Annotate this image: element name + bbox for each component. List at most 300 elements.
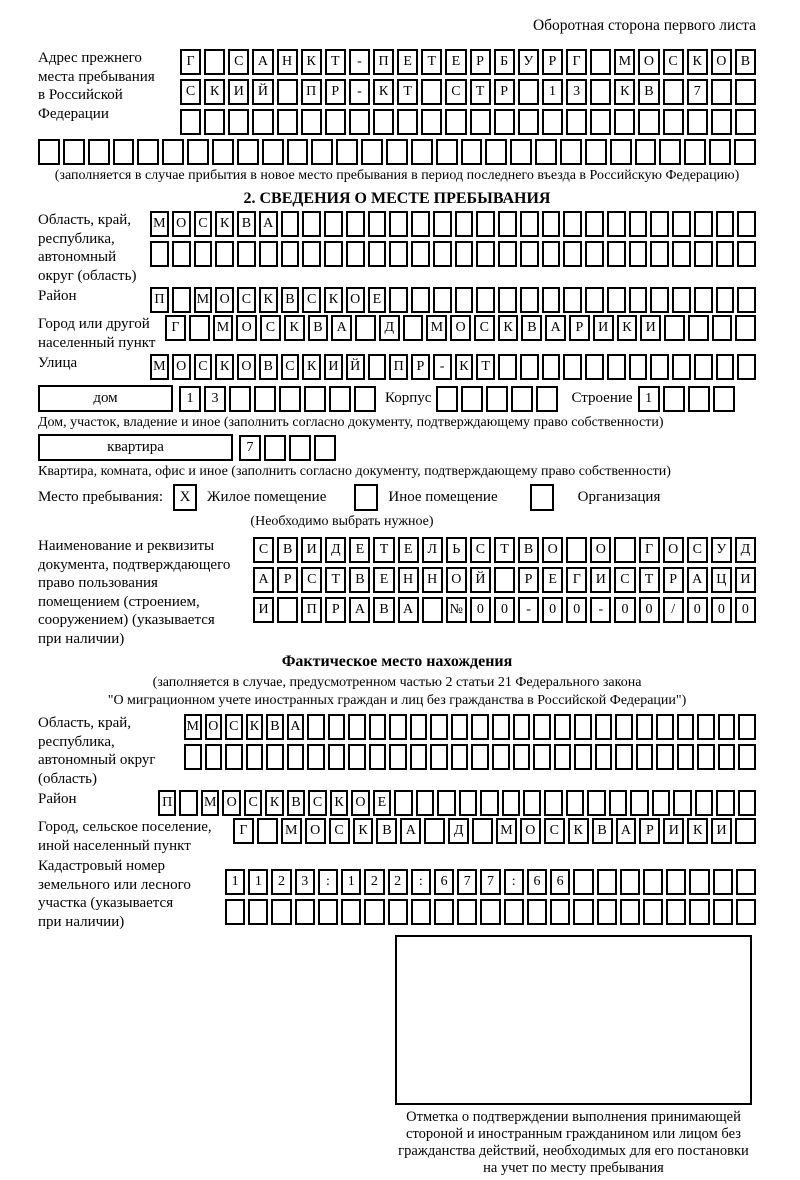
char-cell: Е <box>373 567 394 593</box>
char-cell: О <box>351 790 369 816</box>
char-cell <box>422 597 443 623</box>
char-cell <box>336 139 358 165</box>
char-cell: К <box>614 79 635 105</box>
char-cell <box>492 714 510 740</box>
char-cell: Р <box>277 567 298 593</box>
char-cell <box>609 790 627 816</box>
label-line: места пребывания <box>38 68 155 85</box>
char-cell <box>162 139 184 165</box>
char-cell: И <box>735 567 756 593</box>
char-cell <box>694 241 713 267</box>
char-cell <box>735 109 756 135</box>
char-cell-row <box>436 386 561 412</box>
char-cell <box>480 790 498 816</box>
char-cell <box>411 287 430 313</box>
char-cell <box>314 435 336 461</box>
char-cell <box>389 744 407 770</box>
char-cell <box>607 211 626 237</box>
char-cell: Т <box>494 537 515 563</box>
char-cell: С <box>237 287 256 313</box>
char-cell: 3 <box>295 869 315 895</box>
char-cell <box>476 211 495 237</box>
char-cell: О <box>305 818 326 844</box>
house-type-box: дом <box>38 385 173 412</box>
char-cell: Г <box>639 537 660 563</box>
char-cell <box>476 241 495 267</box>
char-cell: А <box>616 818 637 844</box>
char-cell <box>471 744 489 770</box>
char-cell <box>277 109 298 135</box>
char-cell: Г <box>233 818 254 844</box>
char-cell: Е <box>445 49 466 75</box>
char-cell: А <box>287 714 305 740</box>
char-cell <box>180 109 201 135</box>
char-cell <box>389 714 407 740</box>
char-cell <box>252 109 273 135</box>
char-cell: О <box>215 287 234 313</box>
char-cell <box>672 211 691 237</box>
char-cell: Д <box>448 818 469 844</box>
char-cell <box>455 211 474 237</box>
char-cell <box>716 287 735 313</box>
char-cell <box>672 287 691 313</box>
char-cell-row <box>253 537 756 563</box>
label-line: участка (указывается <box>38 895 174 911</box>
factual-heading: Фактическое место нахождения <box>281 653 513 670</box>
char-cell: 1 <box>542 79 563 105</box>
char-cell <box>348 744 366 770</box>
char-cell <box>663 386 685 412</box>
char-cell: В <box>281 287 300 313</box>
char-cell-row <box>233 818 756 844</box>
char-cell <box>566 790 584 816</box>
char-cell: 0 <box>494 597 515 623</box>
char-cell: 1 <box>225 869 245 895</box>
char-cell: Р <box>411 354 430 380</box>
char-cell: М <box>150 354 169 380</box>
char-cell <box>689 869 709 895</box>
char-cell <box>735 315 756 341</box>
char-cell: 7 <box>687 79 708 105</box>
char-cell <box>630 790 648 816</box>
char-cell: М <box>281 818 302 844</box>
char-cell: 6 <box>550 869 570 895</box>
char-cell <box>697 744 715 770</box>
char-cell: О <box>542 537 563 563</box>
char-cell <box>663 109 684 135</box>
char-cell: Г <box>566 49 587 75</box>
char-cell <box>416 790 434 816</box>
char-cell <box>737 287 756 313</box>
char-cell <box>281 241 300 267</box>
char-cell <box>410 714 428 740</box>
label-line: иной населенный пункт <box>38 837 191 854</box>
char-cell <box>554 744 572 770</box>
char-cell <box>629 354 648 380</box>
char-cell <box>287 744 305 770</box>
section2-heading: 2. СВЕДЕНИЯ О МЕСТЕ ПРЕБЫВАНИЯ <box>243 190 551 207</box>
char-cell-row <box>253 567 756 593</box>
char-cell-row <box>239 435 339 461</box>
option-other-premises-label: Иное помещение <box>388 489 498 505</box>
char-cell: П <box>301 597 322 623</box>
label-line: сооружением) (указывается <box>38 612 215 628</box>
place-type-row <box>38 484 756 511</box>
char-cell: Д <box>325 537 346 563</box>
char-cell: Ь <box>446 537 467 563</box>
char-cell <box>735 79 756 105</box>
char-cell: Е <box>398 537 419 563</box>
char-cell <box>461 386 483 412</box>
char-cell <box>629 211 648 237</box>
char-cell: С <box>614 567 635 593</box>
char-cell: Н <box>422 567 443 593</box>
char-cell-row <box>150 211 756 237</box>
char-cell <box>459 790 477 816</box>
char-cell <box>494 567 515 593</box>
label-line: при наличии) <box>38 630 125 647</box>
char-cell: К <box>353 818 374 844</box>
label-line: Район <box>38 791 77 807</box>
char-cell <box>711 79 732 105</box>
char-cell-row <box>180 109 756 135</box>
char-cell: К <box>259 287 278 313</box>
char-cell: Г <box>165 315 186 341</box>
char-cell <box>737 241 756 267</box>
char-cell <box>663 79 684 105</box>
label-line: республика, <box>38 733 115 750</box>
char-cell <box>302 211 321 237</box>
previous-address-note: (заполняется в случае прибытия в новое место пребывания в период последнего въезда в Российскую Федерацию) <box>54 168 740 183</box>
factual-region-label <box>38 714 184 788</box>
char-cell: М <box>194 287 213 313</box>
char-cell <box>179 790 197 816</box>
char-cell <box>492 744 510 770</box>
char-cell <box>520 241 539 267</box>
char-cell <box>389 241 408 267</box>
factual-city-label <box>38 818 233 855</box>
char-cell <box>246 744 264 770</box>
label-line: Кадастровый номер <box>38 858 165 874</box>
char-cell-row <box>38 139 756 165</box>
caption-line: гражданства действий, необходимых для его постановки <box>398 1143 749 1159</box>
char-cell <box>304 386 326 412</box>
char-cell: А <box>252 49 273 75</box>
char-cell: С <box>180 79 201 105</box>
char-cell <box>716 790 734 816</box>
char-cell <box>451 714 469 740</box>
char-cell: О <box>172 354 191 380</box>
label-line: земельного или лесного <box>38 876 191 893</box>
char-cell: 0 <box>566 597 587 623</box>
char-cell: К <box>687 49 708 75</box>
char-cell <box>248 899 268 925</box>
char-cell: 0 <box>711 597 732 623</box>
place-type-note: (Необходимо выбрать нужное) <box>250 514 434 529</box>
char-cell <box>257 818 278 844</box>
label-line: при наличии) <box>38 913 125 930</box>
char-cell <box>436 386 458 412</box>
char-cell: И <box>228 79 249 105</box>
char-cell <box>585 241 604 267</box>
char-cell: К <box>215 354 234 380</box>
char-cell: О <box>205 714 223 740</box>
char-cell <box>736 899 756 925</box>
char-cell <box>137 139 159 165</box>
char-cell: 0 <box>735 597 756 623</box>
char-cell <box>656 714 674 740</box>
char-cell <box>433 287 452 313</box>
char-cell: Т <box>373 537 394 563</box>
char-cell: Т <box>325 567 346 593</box>
char-cell: К <box>498 315 519 341</box>
char-cell <box>595 744 613 770</box>
char-cell <box>277 597 298 623</box>
char-cell <box>610 139 632 165</box>
char-cell <box>368 354 387 380</box>
label-line: автономный округ <box>38 752 156 768</box>
char-cell <box>573 869 593 895</box>
char-cell <box>311 139 333 165</box>
label-line: населенный пункт <box>38 334 156 351</box>
char-cell <box>713 386 735 412</box>
char-cell: К <box>373 79 394 105</box>
field-district <box>38 287 756 313</box>
char-cell <box>389 211 408 237</box>
char-cell <box>518 109 539 135</box>
char-cell <box>277 79 298 105</box>
char-cell <box>480 899 500 925</box>
char-cell <box>566 109 587 135</box>
char-cell: В <box>521 315 542 341</box>
char-cell <box>430 744 448 770</box>
caption-line: Отметка о подтверждении выполнения принимающей <box>406 1109 741 1125</box>
char-cell: М <box>150 211 169 237</box>
char-cell: Н <box>398 567 419 593</box>
char-cell <box>718 714 736 740</box>
char-cell-row <box>225 899 756 925</box>
label-line: округ (область) <box>38 267 137 284</box>
char-cell: С <box>244 790 262 816</box>
char-cell: И <box>593 315 614 341</box>
char-cell <box>635 139 657 165</box>
char-cell-row <box>225 869 756 895</box>
char-cell: А <box>687 567 708 593</box>
char-cell <box>597 869 617 895</box>
char-cell <box>461 139 483 165</box>
char-cell <box>554 714 572 740</box>
char-cell <box>536 386 558 412</box>
char-cell <box>229 386 251 412</box>
char-cell: О <box>237 354 256 380</box>
char-cell: 6 <box>527 869 547 895</box>
char-cell <box>620 869 640 895</box>
char-cell: В <box>376 818 397 844</box>
char-cell <box>590 79 611 105</box>
char-cell <box>585 211 604 237</box>
char-cell <box>590 109 611 135</box>
char-cell: С <box>663 49 684 75</box>
char-cell <box>172 287 191 313</box>
char-cell: М <box>496 818 517 844</box>
char-cell <box>615 744 633 770</box>
char-cell-row <box>150 241 756 267</box>
char-cell <box>672 354 691 380</box>
char-cell: Р <box>569 315 590 341</box>
char-cell: Д <box>735 537 756 563</box>
char-cell: С <box>308 790 326 816</box>
char-cell: - <box>590 597 611 623</box>
char-cell: С <box>544 818 565 844</box>
char-cell <box>650 211 669 237</box>
char-cell: 2 <box>388 869 408 895</box>
stamp-caption <box>395 1109 752 1177</box>
char-cell-row <box>165 315 756 341</box>
char-cell <box>511 386 533 412</box>
char-cell: А <box>545 315 566 341</box>
char-cell: П <box>150 287 169 313</box>
char-cell <box>215 241 234 267</box>
cadastral-label <box>38 857 225 931</box>
char-cell <box>523 790 541 816</box>
char-cell <box>636 714 654 740</box>
char-cell: 0 <box>542 597 563 623</box>
char-cell: Й <box>346 354 365 380</box>
char-cell <box>295 899 315 925</box>
char-cell: 3 <box>566 79 587 105</box>
char-cell: М <box>213 315 234 341</box>
char-cell: С <box>253 537 274 563</box>
char-cell: И <box>711 818 732 844</box>
char-cell <box>88 139 110 165</box>
char-cell <box>666 899 686 925</box>
char-cell-row <box>150 287 756 313</box>
char-cell <box>189 315 210 341</box>
char-cell: С <box>687 537 708 563</box>
char-cell: О <box>663 537 684 563</box>
char-cell <box>329 386 351 412</box>
char-cell <box>563 211 582 237</box>
char-cell <box>324 211 343 237</box>
factual-note-line1: (заполняется в случае, предусмотренном частью 2 статьи 21 Федерального закона <box>152 675 642 690</box>
label-line: Город или другой <box>38 316 150 332</box>
korpus-label: Корпус <box>385 390 432 406</box>
label-line: Область, край, <box>38 715 132 731</box>
char-cell: И <box>324 354 343 380</box>
char-cell: 0 <box>639 597 660 623</box>
char-cell: О <box>711 49 732 75</box>
char-cell: П <box>301 79 322 105</box>
char-cell: 1 <box>341 869 361 895</box>
char-cell <box>614 537 635 563</box>
apartment-note: Квартира, комната, офис и иное (заполнить согласно документу, подтверждающему право собственности) <box>38 464 671 479</box>
field-city <box>38 315 756 352</box>
char-cell <box>494 109 515 135</box>
char-cell <box>205 744 223 770</box>
char-cell: С <box>281 354 300 380</box>
char-cell: М <box>184 714 202 740</box>
previous-address-label <box>38 49 180 123</box>
char-cell: С <box>302 287 321 313</box>
char-cell <box>228 109 249 135</box>
char-cell: В <box>308 315 329 341</box>
char-cell <box>574 744 592 770</box>
char-cell <box>718 744 736 770</box>
char-cell: С <box>225 714 243 740</box>
char-cell: В <box>259 354 278 380</box>
char-cell: 2 <box>271 869 291 895</box>
char-cell <box>411 241 430 267</box>
char-cell: К <box>568 818 589 844</box>
char-cell: О <box>520 818 541 844</box>
char-cell <box>328 744 346 770</box>
char-cell: Е <box>349 537 370 563</box>
char-cell <box>542 109 563 135</box>
char-cell <box>535 139 557 165</box>
char-cell <box>650 354 669 380</box>
label-line: (область) <box>38 770 97 787</box>
char-cell <box>520 211 539 237</box>
char-cell <box>485 139 507 165</box>
char-cell <box>498 241 517 267</box>
char-cell <box>694 354 713 380</box>
char-cell: Р <box>518 567 539 593</box>
char-cell: А <box>400 818 421 844</box>
char-cell <box>563 354 582 380</box>
label-line: право пользования <box>38 575 158 591</box>
char-cell <box>279 386 301 412</box>
char-cell <box>738 744 756 770</box>
char-cell <box>542 287 561 313</box>
char-cell: Р <box>494 79 515 105</box>
char-cell: - <box>518 597 539 623</box>
char-cell <box>254 386 276 412</box>
char-cell <box>411 899 431 925</box>
char-cell <box>510 139 532 165</box>
char-cell <box>184 744 202 770</box>
char-cell <box>341 899 361 925</box>
char-cell <box>716 211 735 237</box>
label-line: автономный <box>38 249 117 265</box>
char-cell <box>643 899 663 925</box>
char-cell <box>204 49 225 75</box>
char-cell: Р <box>639 818 660 844</box>
char-cell <box>713 869 733 895</box>
char-cell <box>550 899 570 925</box>
char-cell: М <box>614 49 635 75</box>
char-cell <box>573 899 593 925</box>
char-cell <box>520 287 539 313</box>
char-cell <box>688 315 709 341</box>
checkbox-residential: X <box>173 484 197 511</box>
char-cell: И <box>663 818 684 844</box>
char-cell: В <box>518 537 539 563</box>
char-cell: О <box>236 315 257 341</box>
char-cell: Б <box>494 49 515 75</box>
char-cell <box>328 714 346 740</box>
char-cell <box>585 139 607 165</box>
char-cell: В <box>373 597 394 623</box>
char-cell <box>271 899 291 925</box>
char-cell <box>187 139 209 165</box>
char-cell <box>677 714 695 740</box>
char-cell <box>486 386 508 412</box>
field-street <box>38 354 756 380</box>
char-cell: П <box>373 49 394 75</box>
char-cell <box>364 899 384 925</box>
char-cell <box>716 354 735 380</box>
char-cell <box>711 109 732 135</box>
